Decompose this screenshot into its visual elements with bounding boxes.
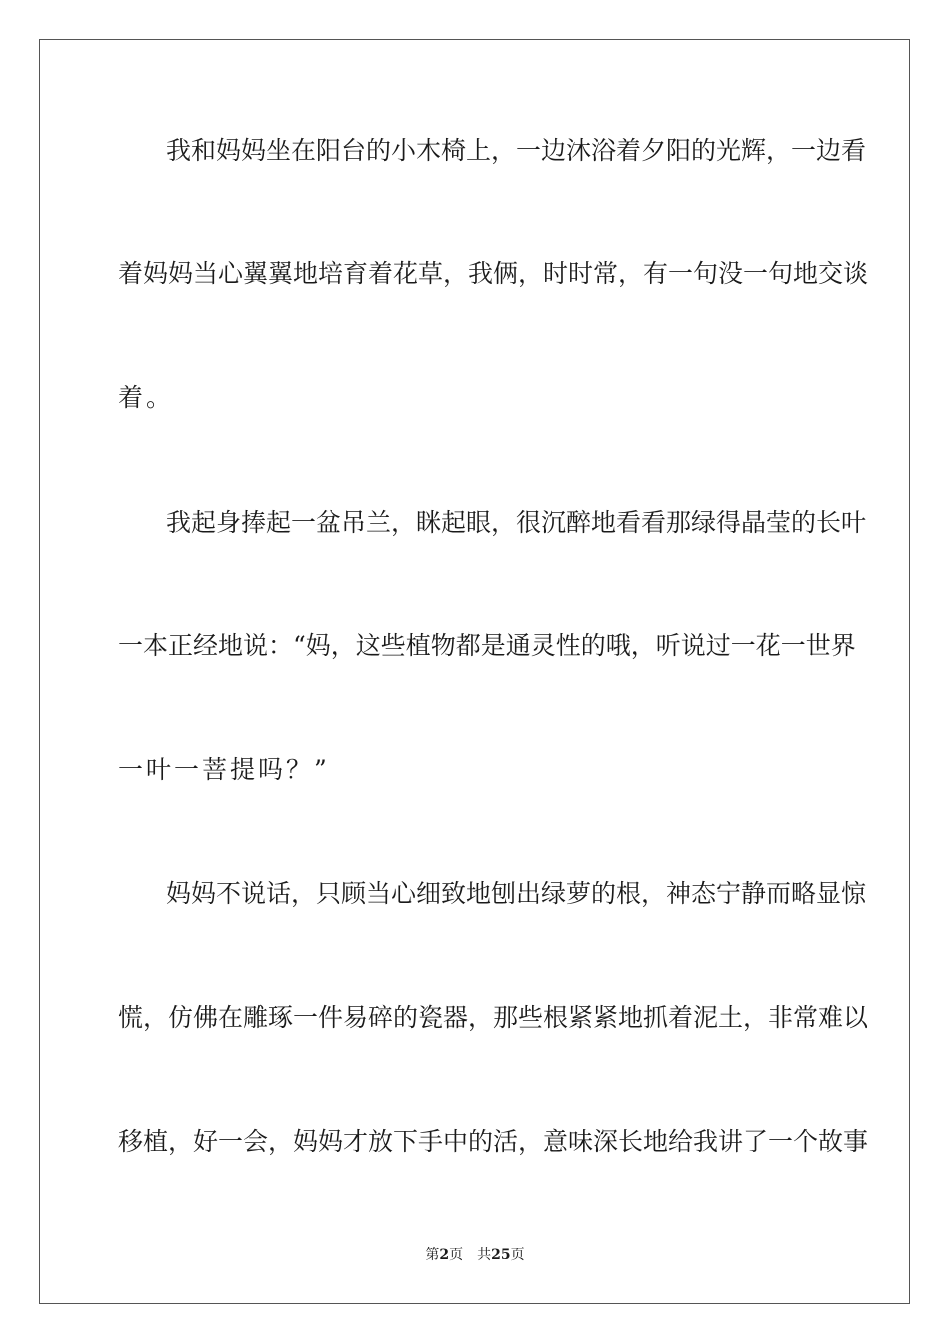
page-suffix: 页 [449, 1247, 464, 1263]
total-suffix: 页 [510, 1247, 525, 1263]
total-pages: 25 [491, 1247, 511, 1263]
total-prefix: 共 [477, 1247, 492, 1263]
paragraph-2-line-2: 一本正经地说：“妈，这些植物都是通灵性的哦，听说过一花一世界 [118, 631, 856, 660]
page-border [39, 39, 910, 1304]
page-prefix: 第 [425, 1247, 440, 1263]
paragraph-3-line-3: 移植，好一会，妈妈才放下手中的活，意味深长地给我讲了一个故事 [118, 1127, 869, 1156]
page-footer [0, 1246, 950, 1264]
paragraph-1-line-3: 着。 [118, 383, 175, 412]
paragraph-3-line-2: 慌，仿佛在雕琢一件易碎的瓷器，那些根紧紧地抓着泥土，非常难以 [118, 1003, 869, 1032]
paragraph-1-line-2: 着妈妈当心翼翼地培育着花草，我俩，时时常，有一句没一句地交谈 [118, 259, 869, 288]
paragraph-2-line-1: 我起身捧起一盆吊兰，眯起眼，很沉醉地看看那绿得晶莹的长叶 [166, 508, 867, 537]
paragraph-1-line-1: 我和妈妈坐在阳台的小木椅上，一边沐浴着夕阳的光辉，一边看 [166, 136, 867, 165]
page-number: 2 [439, 1247, 450, 1263]
paragraph-2-line-3: 一叶一菩提吗？” [118, 755, 330, 784]
paragraph-3-line-1: 妈妈不说话，只顾当心细致地刨出绿萝的根，神态宁静而略显惊 [166, 879, 867, 908]
